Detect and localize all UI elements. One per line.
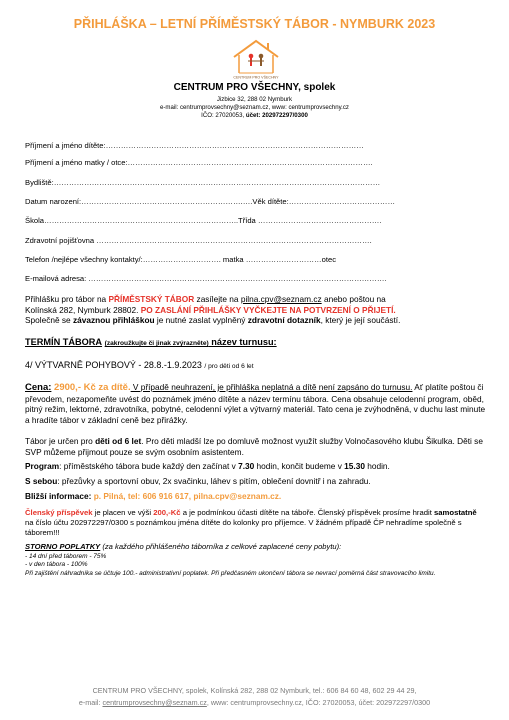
org-name: CENTRUM PRO VŠECHNY, spolek <box>173 82 336 93</box>
footer-line-2: e-mail: centrumprovsechny@seznam.cz, www: centrumprovsechny.cz, IČO: 27020053, účet: 202972297/0300 <box>78 698 431 707</box>
bring-info: S sebou: přezůvky a sportovní obuv, 2x svačinku, láhev s pitím, oblečení dovnitř i na zahradu. <box>25 476 371 486</box>
field-parent-name[interactable]: Příjmení a jméno matky / otce:……………………………………………………………………………………. <box>25 158 373 167</box>
logo-text: CENTRUM PRO VŠECHNY <box>233 75 279 80</box>
field-residence[interactable]: Bydliště:………………………………………………………………………………………………………………… <box>25 178 381 187</box>
program-info: Program: příměstského tábora bude každý den začínat v 7.30 hodin, končit budeme v 15.30 hodin. <box>25 461 390 471</box>
field-email[interactable]: E-mailová adresa: ………………………………………………………………………………………………………. <box>25 274 387 283</box>
field-insurance[interactable]: Zdravotní pojišťovna ………………………………………………………………………………………………. <box>25 236 372 245</box>
org-ico: IČO: 27020053, účet: 202972297/0300 <box>201 112 308 119</box>
footer-email-link[interactable]: centrumprovsechny@seznam.cz <box>102 698 207 707</box>
field-phone[interactable]: Telefon /nejlépe všechny kontakty/:…………………………. matka …………………………otec <box>25 255 337 264</box>
age-info: Tábor je určen pro děti od 6 let. Pro děti mladší lze po domluvě možnost využít služby Volnočasového klubu Šikulka. Děti se SVP můžeme přijmout pouze se svým osobním asistentem. <box>25 436 483 457</box>
price-paragraph: Cena: 2900,- Kč za dítě. V případě neuhrazení, je přihláška neplatná a dítě není zapsáno do turnusu. Ať platíte poštou či převodem, nezapomeňte uvést do poznámek jméno dítěte a název termínu tábora. Cena obsahuje celodenní program, oběd, pitný režim, lektorné, zdravotníka, pobytné, celodenní výlet a výtvarný materiál. Tato cena je zvýhodněná, v duchu last minute a hradíte tábor v základní ceně bez přirážky. <box>25 382 486 425</box>
storno-item: - v den tábora - 100% <box>25 561 88 569</box>
field-birth-age[interactable]: Datum narození:……………………………………………………….….Věk dítěte:…………………………………… <box>25 197 396 206</box>
storno-note: Při zajištění náhradníka se účtuje 100.- administrativní poplatek. Při předčasném ukončení tábora se nevrací poměrná část stravovacího limitu. <box>25 569 436 577</box>
storno-item: - 14 dní před táborem - 75% <box>25 553 107 560</box>
intro-paragraph: Přihlášku pro tábor na PŘÍMĚSTSKÝ TÁBOR zasílejte na pilna.cpv@seznam.cz anebo poštou na Kolínská 282, Nymburk 28802. PO ZASLÁNÍ PŘIHLÁŠKY VYČKEJTE NA POTVRZENÍ O PŘIJETÍ. Společně se závaznou přihláškou je nutné zaslat vyplněný zdravotní dotazník, který je její součástí. <box>25 294 401 326</box>
camp-term[interactable]: 4/ VÝTVARNĚ POHYBOVÝ - 28.8.-1.9.2023 / pro děti od 6 let <box>25 360 254 370</box>
footer-line-1: CENTRUM PRO VŠECHNY, spolek, Kolínská 282, 288 02 Nymburk, tel.: 606 84 60 48, 602 29 44 29, <box>92 686 417 695</box>
storno-list <box>25 553 485 578</box>
field-child-name[interactable]: Příjmení a jméno dítěte:………………………………………………………………………………………… <box>25 141 364 150</box>
field-school-class[interactable]: Škola…………………………………………………………………..Třída …………………………………………. <box>25 216 382 225</box>
house-logo-icon <box>229 37 283 81</box>
page-title: PŘIHLÁŠKA – LETNÍ PŘÍMĚSTSKÝ TÁBOR - NYMBURK 2023 <box>73 17 436 31</box>
term-heading: TERMÍN TÁBORA (zakroužkujte či jinak zvýrazněte) název turnusu: <box>25 337 277 347</box>
org-contact: e-mail: centrumprovsechny@seznam.cz, www: centrumprovsechny.cz <box>160 104 349 111</box>
storno-heading: STORNO POPLATKY (za každého přihlášeného táborníka z celkové zaplacené ceny pobytu): <box>25 542 342 551</box>
membership-paragraph: Členský příspěvek je placen ve výši 200,-Kč a je podmínkou účasti dítěte na táboře. Členský příspěvek prosíme hradit samostatně na číslo účtu 202972297/0300 s poznámkou jména dítěte do kolonky pro příjemce. V žádném případě ČP nehradíme společně s táborem!!! <box>25 508 477 537</box>
org-address: Jizbice 32, 288 02 Nymburk <box>216 96 293 103</box>
email-link[interactable]: pilna.cpv@seznam.cz <box>240 294 322 304</box>
contact-info: Bližší informace: p. Pilná, tel: 606 916 617, pilna.cpv@seznam.cz. <box>25 491 282 501</box>
